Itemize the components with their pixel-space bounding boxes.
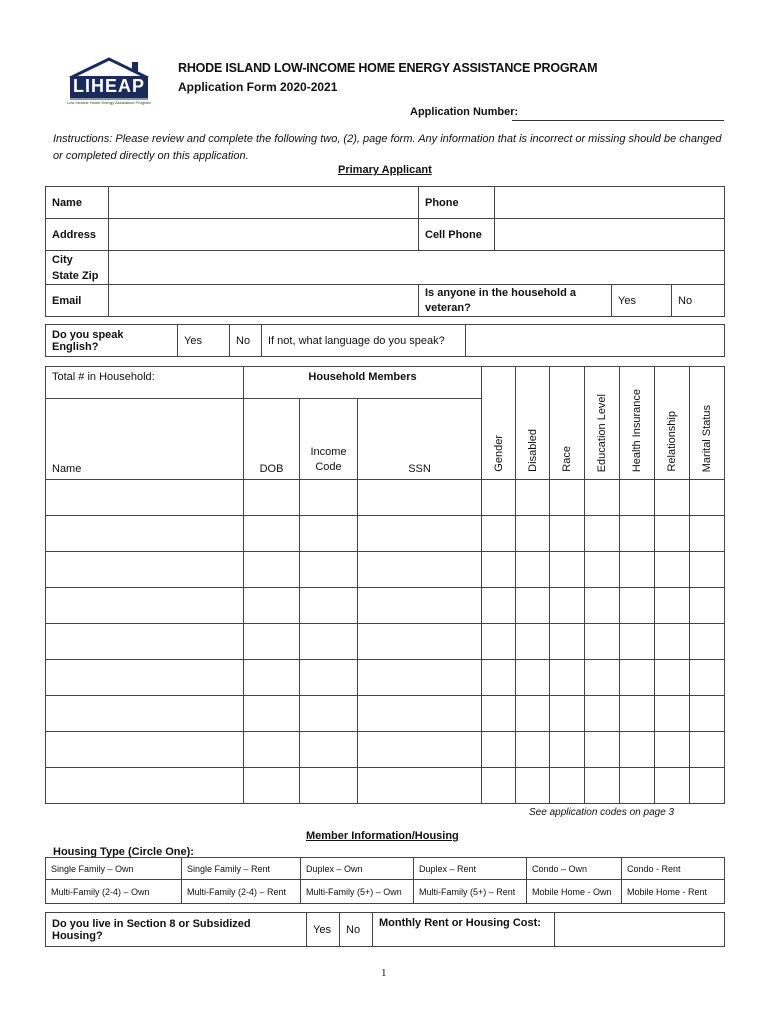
member-cell[interactable] <box>46 696 244 732</box>
address-field[interactable] <box>109 219 419 251</box>
member-cell[interactable] <box>690 696 725 732</box>
member-cell[interactable] <box>46 660 244 696</box>
member-row <box>46 516 725 552</box>
member-cell[interactable] <box>46 480 244 516</box>
member-cell[interactable] <box>620 624 655 660</box>
member-cell[interactable] <box>550 696 585 732</box>
instructions: Instructions: Please review and complete the following two, (2), page form. Any information that is incorrect or missing should be changed or completed directly on this application. <box>53 133 722 162</box>
email-label: Email <box>46 285 109 317</box>
member-row <box>46 768 725 804</box>
section8-question: Do you live in Section 8 or Subsidized Housing? <box>46 913 307 947</box>
monthly-rent-label: Monthly Rent or Housing Cost: <box>373 913 555 947</box>
ssn-col-header: SSN <box>358 399 482 480</box>
member-cell[interactable] <box>620 588 655 624</box>
logo-text: LIHEAP <box>72 76 145 96</box>
code-label: Code <box>315 461 342 473</box>
name-field[interactable] <box>109 187 419 219</box>
housing-option[interactable]: Duplex – Rent <box>414 858 527 880</box>
income-label: Income <box>310 446 347 458</box>
member-cell[interactable] <box>244 732 300 768</box>
member-cell[interactable] <box>585 768 620 804</box>
member-cell[interactable] <box>585 732 620 768</box>
english-yes[interactable]: Yes <box>178 325 230 357</box>
veteran-yes[interactable]: Yes <box>612 285 672 317</box>
housing-option[interactable]: Multi-Family (2-4) – Rent <box>182 880 301 904</box>
member-cell[interactable] <box>482 660 516 696</box>
city-state-zip-label <box>46 251 109 285</box>
member-row <box>46 660 725 696</box>
member-cell[interactable] <box>585 624 620 660</box>
other-language-field[interactable] <box>466 325 725 357</box>
disabled-header <box>516 367 550 480</box>
member-cell[interactable] <box>482 768 516 804</box>
member-cell[interactable] <box>620 552 655 588</box>
member-cell[interactable] <box>620 732 655 768</box>
education-header <box>585 367 620 480</box>
member-cell[interactable] <box>516 552 550 588</box>
member-row <box>46 552 725 588</box>
city-state-zip-field[interactable] <box>109 251 725 285</box>
veteran-question: Is anyone in the household a veteran? <box>419 285 612 317</box>
cell-phone-field[interactable] <box>495 219 725 251</box>
member-cell[interactable] <box>482 624 516 660</box>
member-cell[interactable] <box>550 588 585 624</box>
english-table <box>45 324 725 357</box>
member-cell[interactable] <box>550 624 585 660</box>
member-cell[interactable] <box>655 480 690 516</box>
speak-english-question: Do you speak English? <box>46 325 178 357</box>
member-cell[interactable] <box>244 516 300 552</box>
household-members-heading: Household Members <box>244 367 482 399</box>
dob-col-header: DOB <box>244 399 300 480</box>
member-cell[interactable] <box>300 588 358 624</box>
application-number-label: Application Number: <box>410 106 519 118</box>
member-cell[interactable] <box>550 516 585 552</box>
member-cell[interactable] <box>358 768 482 804</box>
household-table <box>45 366 725 804</box>
member-cell[interactable] <box>300 696 358 732</box>
section8-no[interactable]: No <box>340 913 373 947</box>
relationship-label: Relationship <box>666 411 679 472</box>
member-cell[interactable] <box>358 552 482 588</box>
member-cell[interactable] <box>655 768 690 804</box>
member-cell[interactable] <box>655 552 690 588</box>
member-cell[interactable] <box>690 660 725 696</box>
member-cell[interactable] <box>620 480 655 516</box>
member-cell[interactable] <box>300 480 358 516</box>
member-cell[interactable] <box>655 624 690 660</box>
member-cell[interactable] <box>690 732 725 768</box>
member-cell[interactable] <box>358 588 482 624</box>
member-cell[interactable] <box>482 588 516 624</box>
marital-status-header <box>690 367 725 480</box>
marital-status-label: Marital Status <box>701 404 714 472</box>
member-cell[interactable] <box>358 624 482 660</box>
member-cell[interactable] <box>244 768 300 804</box>
member-cell[interactable] <box>550 768 585 804</box>
race-label: Race <box>561 446 574 472</box>
member-cell[interactable] <box>300 732 358 768</box>
member-cell[interactable] <box>46 552 244 588</box>
housing-type-table <box>45 857 725 904</box>
member-cell[interactable] <box>516 516 550 552</box>
housing-option[interactable]: Multi-Family (5+) – Rent <box>414 880 527 904</box>
member-cell[interactable] <box>585 696 620 732</box>
member-cell[interactable] <box>358 516 482 552</box>
name-col-header: Name <box>46 399 244 480</box>
veteran-no[interactable]: No <box>672 285 725 317</box>
member-cell[interactable] <box>46 768 244 804</box>
member-cell[interactable] <box>46 732 244 768</box>
member-cell[interactable] <box>482 552 516 588</box>
member-cell[interactable] <box>655 588 690 624</box>
health-insurance-header <box>620 367 655 480</box>
member-cell[interactable] <box>550 660 585 696</box>
housing-option[interactable]: Condo - Rent <box>622 858 725 880</box>
member-cell[interactable] <box>482 516 516 552</box>
member-cell[interactable] <box>550 732 585 768</box>
member-cell[interactable] <box>585 552 620 588</box>
member-cell[interactable] <box>244 588 300 624</box>
cell-phone-label: Cell Phone <box>419 219 495 251</box>
phone-label: Phone <box>419 187 495 219</box>
member-cell[interactable] <box>655 516 690 552</box>
member-info-heading: Member Information/Housing <box>306 830 459 842</box>
member-cell[interactable] <box>244 552 300 588</box>
member-cell[interactable] <box>300 624 358 660</box>
member-cell[interactable] <box>358 732 482 768</box>
member-cell[interactable] <box>300 660 358 696</box>
member-cell[interactable] <box>516 768 550 804</box>
housing-option[interactable]: Single Family – Own <box>46 858 182 880</box>
member-cell[interactable] <box>358 480 482 516</box>
page-number: 1 <box>381 967 387 979</box>
logo-subtext: Low Income Home Energy Assistance Program <box>67 100 151 105</box>
member-cell[interactable] <box>655 696 690 732</box>
member-cell[interactable] <box>46 624 244 660</box>
member-cell[interactable] <box>46 516 244 552</box>
city-label: City <box>52 253 73 266</box>
member-cell[interactable] <box>690 516 725 552</box>
name-label: Name <box>46 187 109 219</box>
member-cell[interactable] <box>46 588 244 624</box>
housing-option[interactable]: Mobile Home - Rent <box>622 880 725 904</box>
member-cell[interactable] <box>516 732 550 768</box>
page-subtitle: Application Form 2020-2021 <box>178 80 338 94</box>
member-cell[interactable] <box>300 552 358 588</box>
member-cell[interactable] <box>585 516 620 552</box>
email-field[interactable] <box>109 285 419 317</box>
member-cell[interactable] <box>690 552 725 588</box>
member-cell[interactable] <box>244 696 300 732</box>
section8-yes[interactable]: Yes <box>307 913 340 947</box>
member-row <box>46 624 725 660</box>
address-label: Address <box>46 219 109 251</box>
member-cell[interactable] <box>620 768 655 804</box>
member-cell[interactable] <box>620 660 655 696</box>
other-language-question: If not, what language do you speak? <box>262 325 466 357</box>
member-cell[interactable] <box>690 588 725 624</box>
member-cell[interactable] <box>585 660 620 696</box>
member-cell[interactable] <box>482 480 516 516</box>
gender-label: Gender <box>492 435 505 472</box>
member-cell[interactable] <box>516 696 550 732</box>
housing-option[interactable]: Condo – Own <box>527 858 622 880</box>
member-cell[interactable] <box>620 516 655 552</box>
member-row <box>46 588 725 624</box>
section8-table <box>45 912 725 947</box>
member-cell[interactable] <box>585 480 620 516</box>
state-zip-label: State Zip <box>52 269 99 282</box>
codes-note: See application codes on page 3 <box>529 807 675 818</box>
member-cell[interactable] <box>585 588 620 624</box>
primary-applicant-heading: Primary Applicant <box>338 164 432 176</box>
housing-option[interactable]: Duplex – Own <box>301 858 414 880</box>
member-cell[interactable] <box>244 624 300 660</box>
housing-option[interactable]: Single Family – Rent <box>182 858 301 880</box>
member-cell[interactable] <box>244 660 300 696</box>
housing-type-label: Housing Type (Circle One): <box>53 846 194 858</box>
race-header <box>550 367 585 480</box>
member-cell[interactable] <box>550 552 585 588</box>
relationship-header <box>655 367 690 480</box>
liheap-logo <box>62 56 156 106</box>
application-number-field[interactable] <box>512 119 724 121</box>
monthly-rent-field[interactable] <box>555 913 725 947</box>
member-row <box>46 732 725 768</box>
member-cell[interactable] <box>358 696 482 732</box>
member-cell[interactable] <box>358 660 482 696</box>
education-label: Education Level <box>596 393 609 472</box>
member-cell[interactable] <box>550 480 585 516</box>
health-insurance-label: Health Insurance <box>631 388 644 472</box>
member-cell[interactable] <box>620 696 655 732</box>
member-cell[interactable] <box>690 624 725 660</box>
gender-header <box>482 367 516 480</box>
member-cell[interactable] <box>516 588 550 624</box>
page-title: RHODE ISLAND LOW-INCOME HOME ENERGY ASSISTANCE PROGRAM <box>178 61 598 75</box>
member-cell[interactable] <box>482 732 516 768</box>
member-cell[interactable] <box>690 480 725 516</box>
total-household-label: Total # in Household: <box>46 367 244 399</box>
primary-applicant-table <box>45 186 725 317</box>
member-cell[interactable] <box>516 660 550 696</box>
member-cell[interactable] <box>690 768 725 804</box>
housing-option[interactable]: Multi-Family (2-4) – Own <box>46 880 182 904</box>
phone-field[interactable] <box>495 187 725 219</box>
member-cell[interactable] <box>655 732 690 768</box>
income-code-col-header <box>300 399 358 480</box>
member-cell[interactable] <box>482 696 516 732</box>
housing-option[interactable]: Mobile Home - Own <box>527 880 622 904</box>
english-no[interactable]: No <box>230 325 262 357</box>
member-cell[interactable] <box>655 660 690 696</box>
housing-option[interactable]: Multi-Family (5+) – Own <box>301 880 414 904</box>
member-cell[interactable] <box>516 624 550 660</box>
member-row <box>46 480 725 516</box>
member-cell[interactable] <box>516 480 550 516</box>
disabled-label: Disabled <box>526 429 539 472</box>
member-cell[interactable] <box>244 480 300 516</box>
member-cell[interactable] <box>300 516 358 552</box>
member-row <box>46 696 725 732</box>
member-cell[interactable] <box>300 768 358 804</box>
